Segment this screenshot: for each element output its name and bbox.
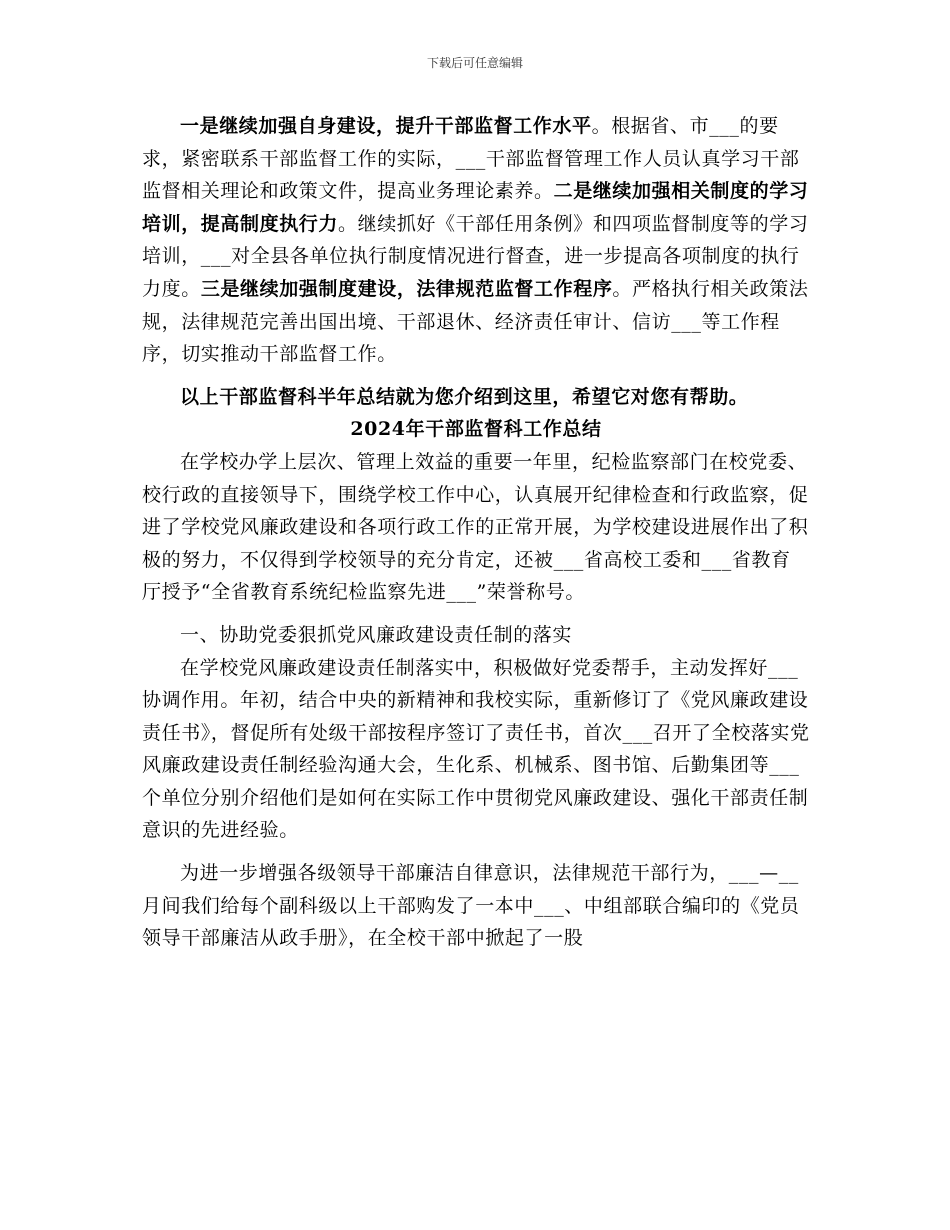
document-title: 2024年干部监督科工作总结 — [350, 418, 602, 441]
paragraph-self-discipline: 为进一步增强各级领导干部廉洁自律意识，法律规范干部行为，___—__月间我们给每个副科级以上干部购发了一本中___、中组部联合编印的《党员领导干部廉洁从政手册》，在全校干部中掀起了一股 — [142, 862, 800, 950]
section-heading-1: 一、协助党委狠抓党风廉政建设责任制的落实 — [180, 623, 573, 646]
paragraph-work-plan — [142, 110, 810, 371]
paragraph-responsibility: 在学校党风廉政建设责任制落实中，积极做好党委帮手，主动发挥好___协调作用。年初，结合中央的新精神和我校实际，重新修订了《党风廉政建设责任书》，督促所有处级干部按程序签订了责任书，首次___召开了全校落实党风廉政建设责任制经验沟通大会，生化系、机械系、图书馆、后勤集团等___个单位分别介绍他们是如何在实际工作中贯彻党风廉政建设、强化干部责任制意识的先进经验。 — [142, 656, 810, 842]
closing-line: 以上干部监督科半年总结就为您介绍到这里，希望它对您有帮助。 — [180, 385, 749, 408]
document-body — [142, 110, 810, 955]
point-two-heading: 二是继续加强相关制度的学习培训，提高制度执行力 — [142, 180, 809, 235]
point-two-text: 。继续抓好《干部任用条例》和四项监督制度等的学习培训，___对全县各单位执行制度情况进行督查，进一步提高各项制度的执行力度。 — [142, 212, 809, 300]
page-header: 下载后可任意编辑 — [426, 56, 523, 70]
paragraph-intro: 在学校办学上层次、管理上效益的重要一年里，纪检监察部门在校党委、校行政的直接领导下，围绕学校工作中心，认真展开纪律检查和行政监察，促进了学校党风廉政建设和各项行政工作的正常开展，为学校建设进展作出了积极的努力，不仅得到学校领导的充分肯定，还被___省高校工委和___省教育厅授予“全省教育系统纪检监察先进___”荣誉称号。 — [142, 450, 809, 604]
point-one-text: 。根据省、市___的要求，紧密联系干部监督工作的实际，___干部监督管理工作人员认真学习干部监督相关理论和政策文件，提高业务理论素养。 — [142, 115, 800, 203]
point-one-heading: 一是继续加强自身建设，提升干部监督工作水平 — [180, 115, 592, 137]
point-three-text: 。严格执行相关政策法规，法律规范完善出国出境、干部退休、经济责任审计、信访___等工作程序，切实推动干部监督工作。 — [142, 277, 809, 366]
point-three-heading: 三是继续加强制度建设，法律规范监督工作程序 — [200, 277, 613, 300]
